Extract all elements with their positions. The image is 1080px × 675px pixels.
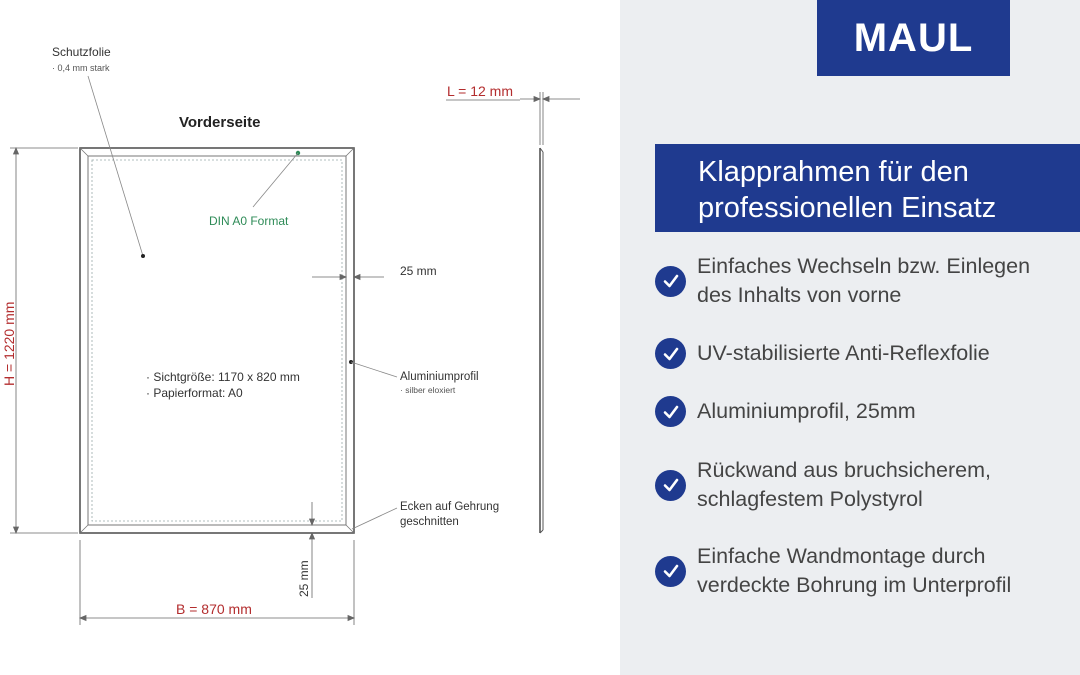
corners-leader [352, 508, 397, 529]
feature-line1: Rückwand aus bruchsicherem, [697, 458, 991, 482]
feature-item [655, 456, 1080, 514]
feature-text [697, 252, 1030, 310]
protective-film-label: Schutzfolie [52, 45, 111, 59]
feature-item [655, 252, 1080, 310]
check-circle-icon [655, 556, 686, 587]
width-label: B = 870 mm [176, 601, 252, 617]
product-info-panel [620, 0, 1080, 675]
paper-format: · Papierformat: A0 [146, 386, 243, 400]
feature-text [697, 456, 991, 514]
feature-line2: des Inhalts von vorne [697, 283, 902, 307]
depth-label: L = 12 mm [447, 83, 514, 99]
frame-outer [80, 148, 354, 533]
headline-banner [655, 144, 1080, 232]
feature-line1: Aluminiumprofil, 25mm [697, 399, 916, 423]
feature-item [655, 338, 1080, 369]
protective-film-dot [141, 254, 145, 258]
profile-bottom-label: 25 mm [297, 560, 311, 597]
side-profile [540, 148, 543, 533]
aluminium-profile-label: Aluminiumprofil [400, 371, 479, 383]
visible-size: · Sichtgröße: 1170 x 820 mm [146, 370, 300, 384]
corners-line1: Ecken auf Gehrung [400, 501, 500, 513]
profile-width-label: 25 mm [400, 264, 437, 278]
headline-line1: Klapprahmen für den [698, 156, 969, 188]
format-label: DIN A0 Format [209, 214, 289, 228]
profile-leader [351, 362, 397, 377]
protective-film-sublabel: · 0,4 mm stark [52, 63, 110, 73]
corners-line2: geschnitten [400, 516, 459, 528]
logo-text: MAUL [853, 15, 974, 60]
height-dimension [10, 148, 78, 533]
check-circle-icon [655, 266, 686, 297]
feature-line2: verdeckte Bohrung im Unterprofil [697, 573, 1012, 597]
height-label: H = 1220 mm [1, 301, 17, 386]
maul-logo [817, 0, 1010, 76]
check-circle-icon [655, 470, 686, 501]
check-circle-icon [655, 396, 686, 427]
aluminium-profile-sublabel: · silber eloxiert [400, 385, 456, 395]
depth-dimension [446, 92, 580, 145]
feature-text [697, 397, 916, 426]
headline-line2: professionellen Einsatz [698, 192, 997, 224]
feature-text [697, 542, 1011, 600]
feature-text [697, 339, 990, 368]
feature-item [655, 542, 1080, 600]
check-circle-icon [655, 338, 686, 369]
feature-line1: Einfaches Wechseln bzw. Einlegen [697, 254, 1031, 278]
feature-line1: UV-stabilisierte Anti-Reflexfolie [697, 341, 990, 365]
feature-line2: schlagfestem Polystyrol [697, 487, 923, 511]
feature-line1: Einfache Wandmontage durch [697, 544, 986, 568]
feature-item [655, 396, 1080, 427]
front-title: Vorderseite [179, 114, 261, 131]
